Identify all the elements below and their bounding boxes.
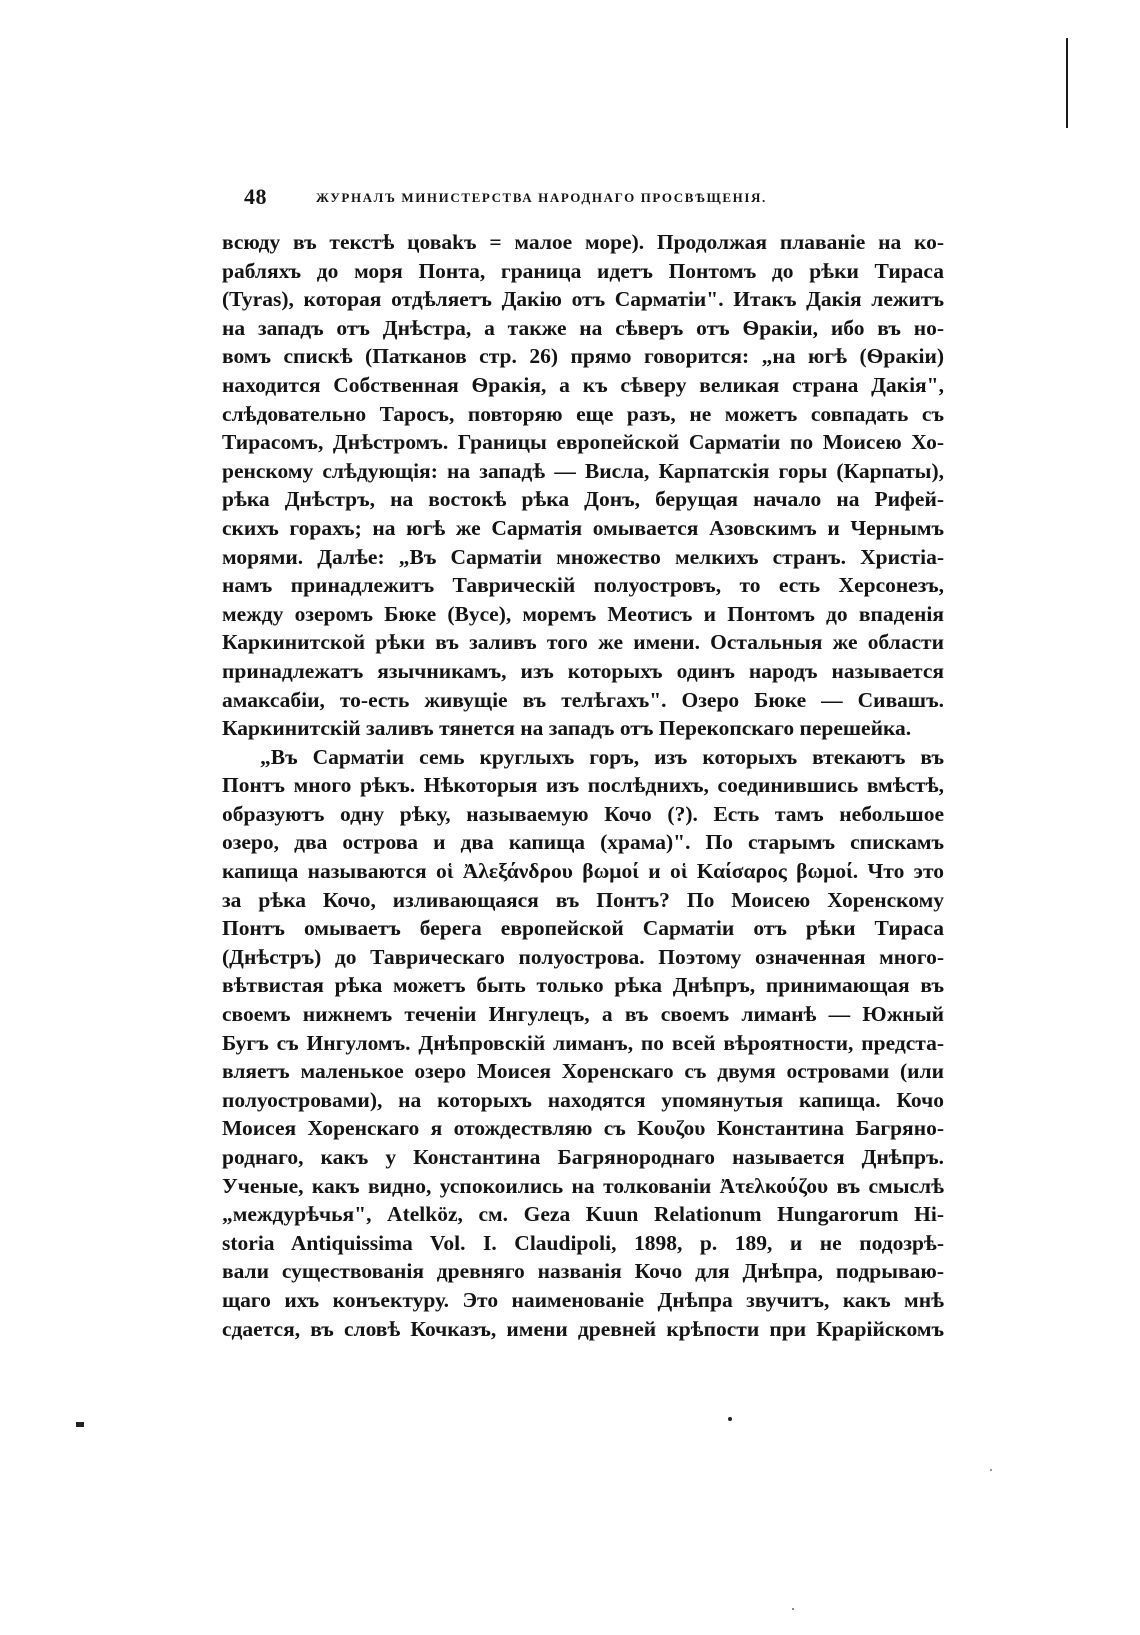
text-line: storia Antiquissima Vol. I. Claudipoli, 1898, p. 189, и не подозрѣ- [222, 1230, 944, 1255]
text-line: Каркинитской рѣки въ заливъ того же имени. Остальныя же области [222, 630, 944, 655]
text-line: Бугъ съ Ингуломъ. Днѣпровскій лиманъ, по всей вѣроятности, предста- [222, 1030, 944, 1055]
text-line: между озеромъ Бюке (Byce), моремъ Меотисъ и Понтомъ до впаденія [222, 601, 944, 626]
text-line: находится Собственная Ѳракія, а къ сѣверу великая страна Дакія", [222, 372, 944, 397]
text-line: рѣка Днѣстръ, на востокѣ рѣка Донъ, берущая начало на Рифей- [222, 487, 944, 512]
scan-speck [728, 1417, 732, 1421]
text-line: Ученые, какъ видно, успокоились на толкованіи Ἀτελκούζου въ смыслѣ [222, 1173, 944, 1198]
text-line: „Въ Сарматіи семь круглыхъ горъ, изъ которыхъ втекаютъ въ [260, 744, 944, 769]
text-line: принадлежатъ язычникамъ, изъ которыхъ одинъ народъ называется [222, 658, 944, 683]
text-line: на западъ отъ Днѣстра, а также на сѣверъ отъ Ѳракіи, ибо въ но- [222, 315, 944, 340]
journal-title: ЖУРНАЛЪ МИНИСТЕРСТВА НАРОДНАГО ПРОСВѢЩЕНІЯ. [316, 190, 767, 205]
text-line: вляетъ маленькое озеро Моисея Хоренскаго съ двумя островами (или [222, 1059, 944, 1084]
text-line: (Tyras), которая отдѣляетъ Дакію отъ Сарматіи". Итакъ Дакія лежитъ [222, 287, 944, 312]
scan-speck [792, 1608, 794, 1610]
text-line: за рѣка Кочо, изливающаяся въ Понтъ? По Моисею Хоренскому [222, 887, 944, 912]
text-line: рабляхъ до моря Понта, граница идетъ Понтомъ до рѣки Тираса [222, 258, 944, 283]
scan-speck [990, 1469, 992, 1471]
page-number: 48 [244, 184, 267, 209]
text-line: скихъ горахъ; на югѣ же Сарматія омывается Азовскимъ и Чернымъ [222, 515, 944, 540]
text-line: озеро, два острова и два капища (храма)". По старымъ спискамъ [222, 830, 944, 855]
text-line: морями. Далѣе: „Въ Сарматіи множество мелкихъ странъ. Христіа- [222, 544, 944, 569]
text-line: вали существованія древняго названія Кочо для Днѣпра, подрываю- [222, 1259, 944, 1284]
document-page [222, 184, 944, 1343]
text-line: Каркинитскій заливъ тянется на западъ отъ Перекопскаго перешейка. [222, 716, 912, 741]
running-head [222, 184, 944, 218]
text-line: образуютъ одну рѣку, называемую Кочо (?). Есть тамъ небольшое [222, 801, 944, 826]
text-line: Понтъ омываетъ берега европейской Сарматіи отъ рѣки Тираса [222, 916, 944, 941]
text-line: вомъ спискѣ (Патканов стр. 26) прямо говорится: „на югѣ (Ѳракіи) [222, 344, 944, 369]
body-text [222, 228, 944, 1343]
scan-edge-mark [1066, 38, 1068, 128]
scan-speck [76, 1422, 84, 1427]
text-line: ренскому слѣдующія: на западѣ — Висла, Карпатскія горы (Карпаты), [222, 458, 944, 483]
text-line: щаго ихъ конъектуру. Это наименованіе Днѣпра звучитъ, какъ мнѣ [222, 1287, 944, 1312]
text-line: полуостровами), на которыхъ находятся упомянутыя капища. Кочо [222, 1087, 944, 1112]
text-line: (Днѣстръ) до Таврическаго полуострова. Поэтому означенная много- [222, 944, 944, 969]
text-line: Моисея Хоренскаго я отождествляю съ Κουζου Константина Багряно- [222, 1116, 944, 1141]
text-line: сдается, въ словѣ Кочказъ, имени древней крѣпости при Крарійскомъ [222, 1316, 944, 1341]
text-line: вѣтвистая рѣка можетъ быть только рѣка Днѣпръ, принимающая въ [222, 973, 944, 998]
text-line: слѣдовательно Таросъ, повторяю еще разъ, не можетъ совпадать съ [222, 401, 944, 426]
text-line: капища называются οἱ Ἀλεξάνδρου βωμοί и οἱ Καίσαρος βωμοί. Что это [222, 859, 944, 884]
text-line: всюду въ текстѣ цоваkъ = малое море). Продолжая плаваніе на ко- [222, 230, 944, 254]
text-line: намъ принадлежитъ Таврическій полуостровъ, то есть Херсонезъ, [222, 573, 944, 598]
text-line: „междурѣчья", Atelköz, см. Geza Kuun Relationum Hungarorum Hi- [222, 1202, 944, 1227]
text-line: роднаго, какъ у Константина Багрянороднаго называется Днѣпръ. [222, 1145, 944, 1169]
text-line: Тирасомъ, Днѣстромъ. Границы европейской Сарматіи по Моисею Хо- [222, 430, 944, 455]
text-line: своемъ нижнемъ теченіи Ингулецъ, а въ своемъ лиманѣ — Южный [222, 1002, 944, 1027]
text-line: Понтъ много рѣкъ. Нѣкоторыя изъ послѣднихъ, соединившись вмѣстѣ, [222, 773, 944, 798]
text-line: амаксабіи, то-есть живущіе въ телѣгахъ". Озеро Бюке — Сивашъ. [222, 687, 944, 712]
